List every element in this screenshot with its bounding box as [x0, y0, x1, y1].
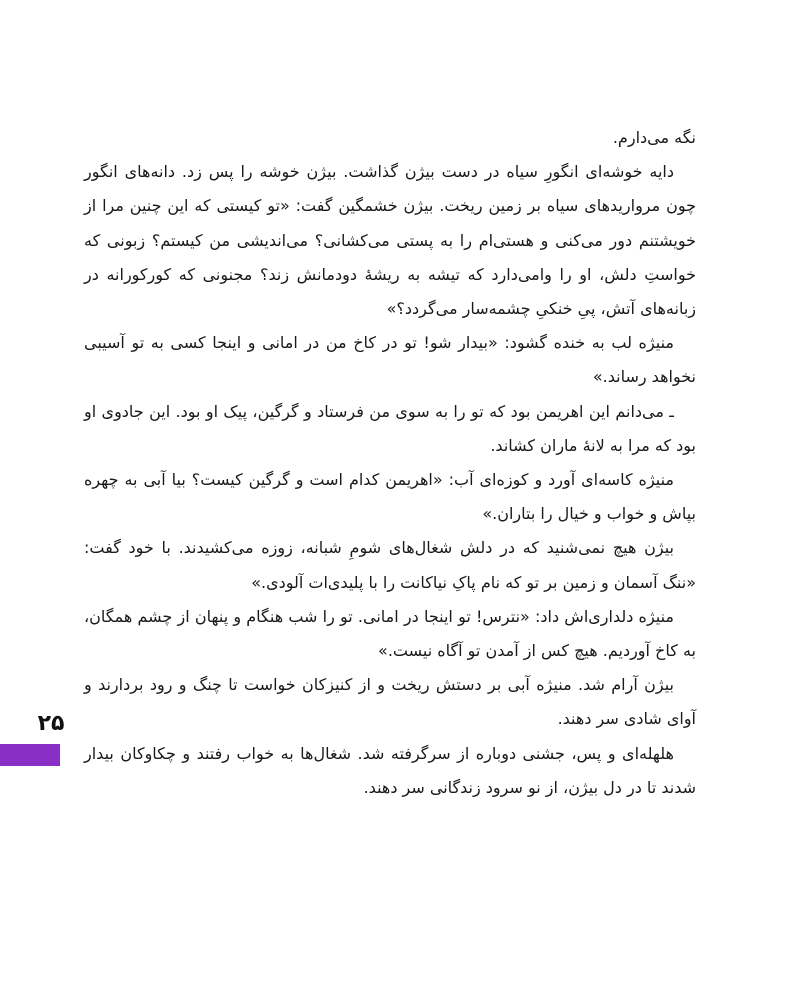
paragraph: بیژن هیچ نمی‌شنید که در دلش شغال‌های شومِ شبانه، زوزه می‌کشیدند. با خود گفت: «ننگ آسمان و زمین بر تو که نام پاکِ نیاکانت را با پلیدی‌ات آلودی.» [84, 538, 696, 592]
body-text [84, 121, 696, 805]
paragraph: دایه خوشه‌ای انگورِ سیاه در دست بیژن گذاشت. بیژن خوشه را پس زد. دانه‌های انگور چون مرواریدهای سیاه بر زمین ریخت. بیژن خشمگین گفت: «تو کیستی که این چنین مرا از خویشتنم دور می‌کنی و هستی‌ام را به پستی می‌کشانی؟ می‌اندیشی من کیستم؟ زبونی که خواستِ دلش، او را وامی‌دارد که تیشه به ریشهٔ دودمانش زند؟ مجنونی که کورکورانه در زبانه‌های آتش، پیِ خنکیِ چشمه‌سار می‌گردد؟» [84, 162, 696, 319]
page-accent-tab [0, 744, 60, 766]
paragraph: منیژه لب به خنده گشود: «بیدار شو! تو در کاخ من در امانی و اینجا کسی به تو آسیبی نخواهد رساند.» [84, 333, 696, 387]
paragraph: هلهله‌ای و پس، جشنی دوباره از سرگرفته شد. شغال‌ها به خواب رفتند و چکاوکان بیدار شدند تا در دل بیژن، از نو سرود زندگانی سر دهند. [84, 743, 696, 797]
paragraph: منیژه دلداری‌اش داد: «نترس! تو اینجا در امانی. تو را شب هنگام و پنهان از چشم همگان، به کاخ آوردیم. هیچ کس از آمدن تو آگاه نیست.» [84, 606, 696, 661]
paragraph: منیژه کاسه‌ای آورد و کوزه‌ای آب: «اهریمن کدام است و گرگین کیست؟ بیا آبی به چهره بپاش و خواب و خیال را بتاران.» [84, 470, 696, 524]
paragraph: بیژن آرام شد. منیژه آبی بر دستش ریخت و از کنیزکان خواست تا چنگ و رود بردارند و آوای شادی سر دهند. [84, 675, 696, 729]
page-number: ۲۵ [37, 711, 65, 736]
paragraph: ـ می‌دانم این اهریمن بود که تو را به سوی من فرستاد و گرگین، پیک او بود. این جادوی او بود که مرا به لانهٔ ماران کشاند. [84, 401, 696, 455]
paragraph: نگه می‌دارم. [612, 128, 696, 147]
